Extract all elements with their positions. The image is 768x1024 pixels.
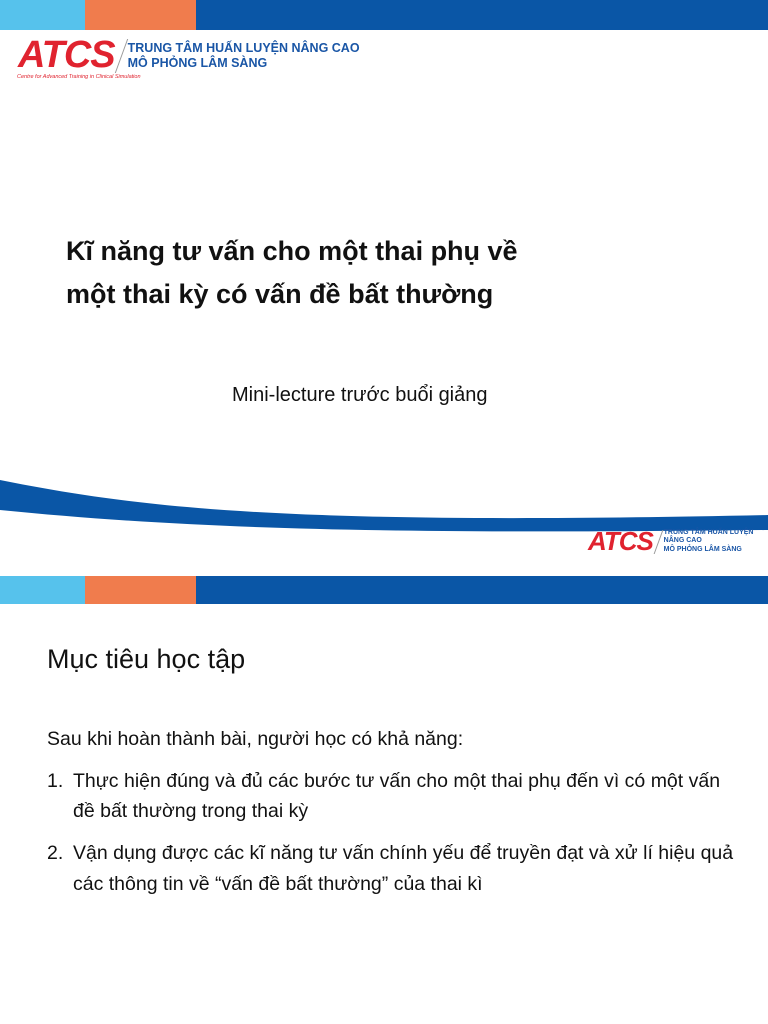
objective-item	[47, 838, 737, 898]
logo-mark: ATCS	[18, 34, 115, 76]
slide-subtitle: Mini-lecture trước buổi giảng	[232, 384, 488, 406]
objectives-list	[47, 766, 737, 911]
top-bar-sky	[0, 0, 85, 30]
logo-tagline: Centre for Advanced Training in Clinical Simulation	[17, 74, 141, 80]
objective-item	[47, 766, 737, 826]
objective-text: Vận dụng được các kĩ năng tư vấn chính yếu để truyền đạt và xử lí hiệu quả các thông tin về “vấn đề bất thường” của thai kì	[73, 842, 734, 895]
logo-separator	[114, 39, 127, 73]
objectives-slide	[0, 604, 768, 1024]
atcs-logo-top	[18, 34, 360, 77]
wave-bar-sky	[0, 576, 85, 604]
wave-bar-orange	[85, 576, 196, 604]
objective-number: 1.	[47, 770, 64, 792]
logo-text	[664, 529, 768, 553]
objective-text: Thực hiện đúng và đủ các bước tư vấn cho một thai phụ đến vì có một vấn đề bất thường trong thai kỳ	[73, 770, 721, 823]
logo-separator	[653, 530, 663, 554]
wave-bar-blue	[196, 576, 768, 604]
logo-line-1: TRUNG TÂM HUẤN LUYỆN NÂNG CAO	[663, 529, 754, 545]
logo-line-2: MÔ PHỎNG LÂM SÀNG	[127, 55, 268, 70]
title-line-2: một thai kỳ có vấn đề bất thường	[66, 279, 494, 310]
title-line-1: Kĩ năng tư vấn cho một thai phụ về	[66, 236, 518, 266]
objective-number: 2.	[47, 842, 64, 865]
logo-text	[128, 41, 360, 70]
logo-line-2: MÔ PHỎNG LÂM SÀNG	[663, 545, 742, 553]
objectives-heading: Mục tiêu học tập	[47, 644, 246, 674]
logo-mark: ATCS	[588, 526, 653, 556]
objectives-intro: Sau khi hoàn thành bài, người học có khả năng:	[47, 728, 464, 750]
atcs-logo-bottom	[588, 526, 768, 557]
top-bar-orange	[85, 0, 196, 30]
slide-title	[66, 230, 518, 316]
logo-line-1: TRUNG TÂM HUẤN LUYỆN NÂNG CAO	[127, 41, 360, 56]
